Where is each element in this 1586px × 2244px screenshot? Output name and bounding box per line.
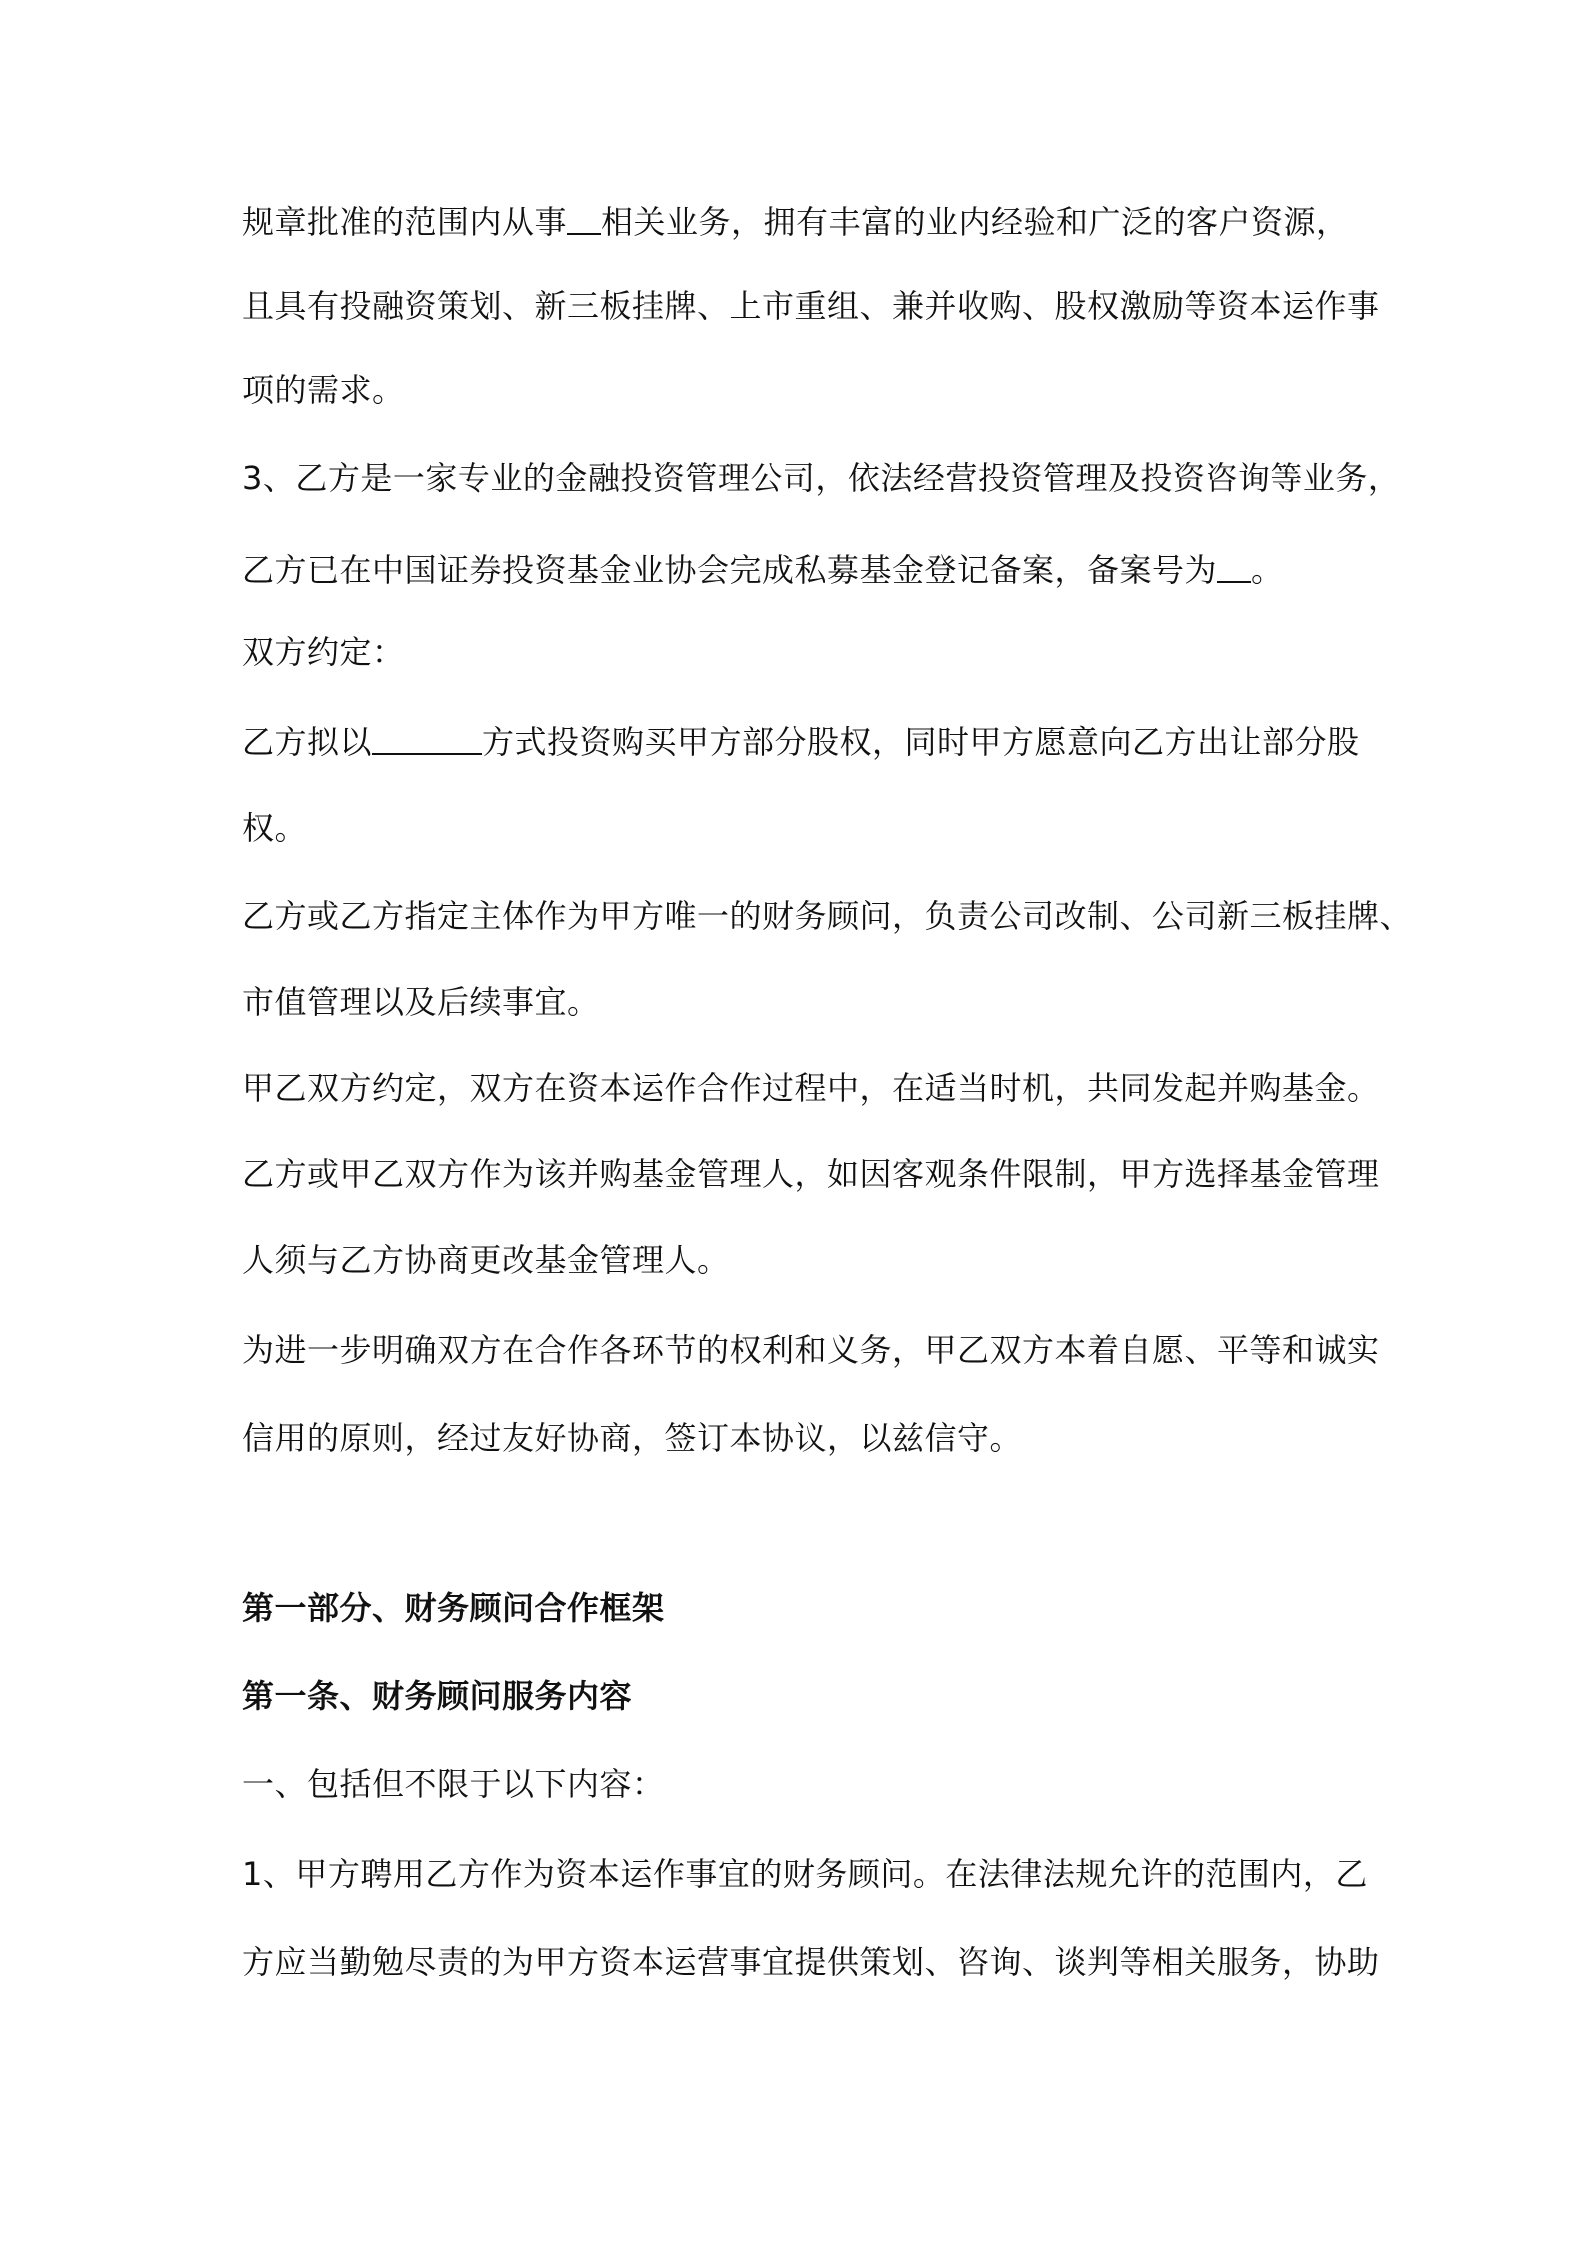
body-line: 双方约定：	[242, 633, 405, 671]
body-line: 为进一步明确双方在合作各环节的权利和义务，甲乙双方本着自愿、平等和诚实	[242, 1331, 1380, 1369]
body-line: 市值管理以及后续事宜。	[242, 983, 600, 1021]
line-text: 。	[1251, 551, 1284, 589]
fill-in-blank	[567, 203, 601, 235]
article-heading: 第一条、财务顾问服务内容	[242, 1677, 633, 1715]
body-line: 人须与乙方协商更改基金管理人。	[242, 1241, 730, 1279]
body-line	[242, 548, 1362, 592]
line-text: 乙方拟以	[242, 723, 373, 761]
line-text: 规章批准的范围内从事	[242, 203, 568, 241]
body-line: 1、甲方聘用乙方作为资本运作事宜的财务顾问。在法律法规允许的范围内，乙	[242, 1855, 1368, 1893]
line-text: 相关业务，拥有丰富的业内经验和广泛的客户资源，	[601, 203, 1349, 241]
body-line: 且具有投融资策划、新三板挂牌、上市重组、兼并收购、股权激励等资本运作事	[242, 287, 1380, 325]
body-line: 方应当勤勉尽责的为甲方资本运营事宜提供策划、咨询、谈判等相关服务，协助	[242, 1943, 1380, 1981]
fill-in-blank	[1217, 551, 1251, 583]
fill-in-blank	[372, 723, 482, 755]
body-line	[242, 720, 1362, 764]
section-heading: 第一部分、财务顾问合作框架	[242, 1589, 665, 1627]
body-line	[242, 200, 1362, 244]
body-line: 一、包括但不限于以下内容：	[242, 1765, 665, 1803]
body-line: 甲乙双方约定，双方在资本运作合作过程中，在适当时机，共同发起并购基金。	[242, 1069, 1380, 1107]
body-line: 项的需求。	[242, 371, 405, 409]
body-line: 3、乙方是一家专业的金融投资管理公司，依法经营投资管理及投资咨询等业务，	[242, 459, 1401, 497]
body-line: 权。	[242, 809, 308, 847]
body-line: 乙方或乙方指定主体作为甲方唯一的财务顾问，负责公司改制、公司新三板挂牌、	[242, 897, 1413, 935]
line-text: 乙方已在中国证券投资基金业协会完成私募基金登记备案，备案号为	[242, 551, 1218, 589]
body-line: 乙方或甲乙双方作为该并购基金管理人，如因客观条件限制，甲方选择基金管理	[242, 1155, 1380, 1193]
line-text: 方式投资购买甲方部分股权，同时甲方愿意向乙方出让部分股	[482, 723, 1360, 761]
body-line: 信用的原则，经过友好协商，签订本协议，以兹信守。	[242, 1419, 1023, 1457]
